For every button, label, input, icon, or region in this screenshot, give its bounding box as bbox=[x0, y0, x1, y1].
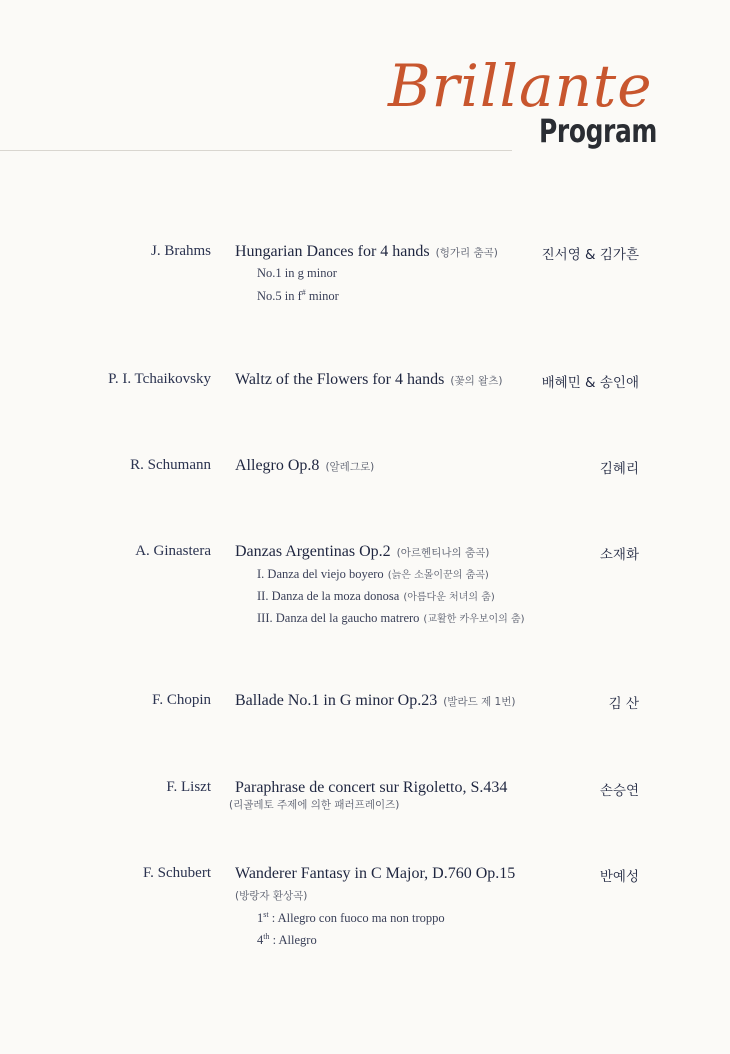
movement-line bbox=[257, 610, 525, 626]
work-title bbox=[235, 371, 502, 389]
work-title-korean: (알레그로) bbox=[325, 461, 375, 473]
performer-name: 김 산 bbox=[608, 696, 639, 712]
performer-name: 손승연 bbox=[599, 783, 639, 799]
composer-name: P. I. Tchaikovsky bbox=[108, 371, 211, 387]
movement-text: : Allegro con fuoco ma non troppo bbox=[268, 911, 445, 926]
work-title-text: Hungarian Dances for 4 hands bbox=[235, 243, 430, 260]
movement-korean: (교활한 카우보이의 춤) bbox=[423, 614, 525, 625]
movement-text: No.5 in f bbox=[257, 289, 302, 304]
movement-superscript: th bbox=[263, 932, 270, 941]
movement-text: minor bbox=[305, 289, 339, 304]
movement-text: III. Danza del la gaucho matrero bbox=[257, 611, 420, 625]
performer-name: 소재화 bbox=[599, 547, 639, 563]
work-title-korean: (아르헨티나의 춤곡) bbox=[396, 547, 490, 559]
performer-name: 진서영 & 김가흔 bbox=[541, 247, 639, 263]
work-title-text: Danzas Argentinas Op.2 bbox=[235, 543, 391, 560]
performer-name: 반예성 bbox=[599, 869, 639, 885]
work-title-text: Ballade No.1 in G minor Op.23 bbox=[235, 692, 438, 709]
work-title: Paraphrase de concert sur Rigoletto, S.434 bbox=[235, 779, 508, 796]
work-title-text: Allegro Op.8 bbox=[235, 457, 320, 474]
performer-name: 배혜민 & 송인애 bbox=[541, 375, 639, 391]
composer-name: A. Ginastera bbox=[135, 543, 211, 559]
title-divider bbox=[0, 150, 512, 151]
movement-line bbox=[257, 288, 339, 304]
work-title-korean: (꽃의 왈츠) bbox=[450, 375, 503, 387]
movement-text: II. Danza de la moza donosa bbox=[257, 589, 400, 603]
composer-name: R. Schumann bbox=[130, 457, 211, 473]
work-title bbox=[235, 457, 374, 475]
program-title: Program bbox=[539, 112, 658, 150]
program-title-script: Brillante bbox=[388, 52, 653, 120]
work-title bbox=[235, 543, 489, 561]
work-title-korean: (발라드 제 1번) bbox=[443, 696, 516, 708]
movement-line bbox=[257, 932, 317, 948]
composer-name: J. Brahms bbox=[151, 243, 211, 259]
work-title bbox=[235, 243, 498, 261]
movement-superscript: # bbox=[301, 288, 306, 297]
work-title-korean: (헝가리 춤곡) bbox=[435, 247, 498, 259]
work-title bbox=[235, 692, 515, 710]
work-title-text: Waltz of the Flowers for 4 hands bbox=[235, 371, 445, 388]
composer-name: F. Chopin bbox=[152, 692, 211, 708]
movement-superscript: st bbox=[263, 910, 269, 919]
movement-line: No.1 in g minor bbox=[257, 266, 337, 280]
movement-line bbox=[257, 910, 445, 926]
movement-korean: (늙은 소몰이꾼의 춤곡) bbox=[387, 570, 489, 581]
work-title-korean: (방랑자 환상곡) bbox=[235, 890, 308, 902]
movement-line bbox=[257, 588, 495, 604]
movement-number: 4 bbox=[257, 933, 264, 948]
composer-name: F. Schubert bbox=[143, 865, 211, 881]
movement-number: 1 bbox=[257, 911, 264, 926]
movement-text: I. Danza del viejo boyero bbox=[257, 567, 384, 581]
work-title: Wanderer Fantasy in C Major, D.760 Op.15 bbox=[235, 865, 516, 882]
movement-line bbox=[257, 566, 489, 582]
movement-text: : Allegro bbox=[269, 933, 317, 948]
work-title-korean: (리골레토 주제에 의한 패러프레이즈) bbox=[229, 799, 400, 811]
movement-korean: (아름다운 처녀의 춤) bbox=[403, 592, 495, 603]
performer-name: 김혜리 bbox=[599, 461, 639, 477]
composer-name: F. Liszt bbox=[166, 779, 211, 795]
